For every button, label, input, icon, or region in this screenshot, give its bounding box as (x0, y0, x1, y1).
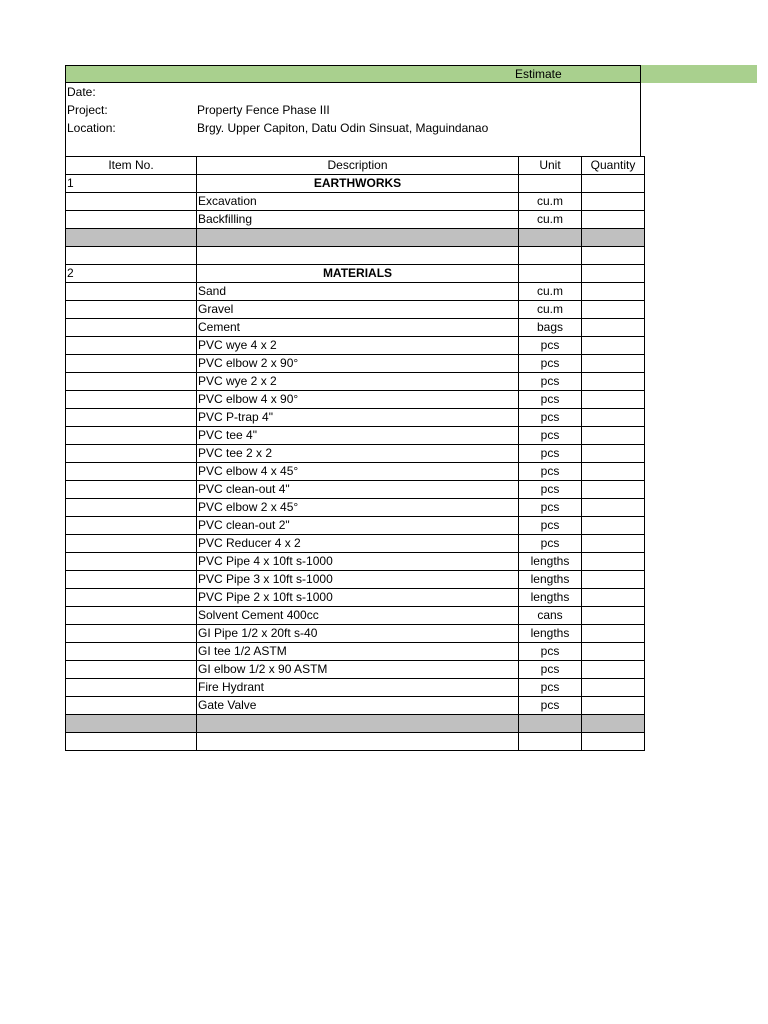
column-header-item-no: Item No. (66, 157, 197, 175)
cell-description: GI tee 1/2 ASTM (197, 643, 519, 661)
table-row (66, 463, 645, 481)
cell-item-no (66, 625, 197, 643)
cell-quantity (582, 265, 645, 283)
cell-item-no: 1 (66, 175, 197, 193)
cell-quantity (582, 715, 645, 733)
table-row (66, 553, 645, 571)
cell-unit: lengths (519, 553, 582, 571)
title-bar-extension (641, 65, 757, 83)
cell-item-no (66, 499, 197, 517)
cell-item-no (66, 319, 197, 337)
table-row (66, 481, 645, 499)
cell-item-no (66, 355, 197, 373)
cell-item-no (66, 463, 197, 481)
table-row (66, 499, 645, 517)
cell-description: PVC tee 4" (197, 427, 519, 445)
table-row (66, 517, 645, 535)
cell-unit: pcs (519, 499, 582, 517)
cell-description: Solvent Cement 400cc (197, 607, 519, 625)
cell-item-no (66, 535, 197, 553)
cell-description: PVC Pipe 3 x 10ft s-1000 (197, 571, 519, 589)
table-header-row (66, 157, 645, 175)
cell-unit (519, 247, 582, 265)
cell-description: PVC wye 2 x 2 (197, 373, 519, 391)
cell-item-no (66, 301, 197, 319)
location-value: Brgy. Upper Capiton, Datu Odin Sinsuat, Maguindanao (197, 121, 489, 135)
cell-item-no (66, 283, 197, 301)
section-row (66, 265, 645, 283)
cell-item-no (66, 643, 197, 661)
cell-description (197, 247, 519, 265)
cell-unit: cu.m (519, 283, 582, 301)
cell-description: PVC clean-out 4" (197, 481, 519, 499)
cell-description: PVC Pipe 2 x 10ft s-1000 (197, 589, 519, 607)
cell-quantity (582, 517, 645, 535)
cell-quantity (582, 229, 645, 247)
table-row (66, 193, 645, 211)
table-row (66, 337, 645, 355)
project-info (65, 83, 641, 156)
table-row (66, 535, 645, 553)
cell-item-no (66, 337, 197, 355)
table-row (66, 283, 645, 301)
cell-quantity (582, 283, 645, 301)
cell-unit (519, 733, 582, 751)
cell-quantity (582, 733, 645, 751)
cell-item-no (66, 229, 197, 247)
cell-quantity (582, 481, 645, 499)
cell-quantity (582, 643, 645, 661)
table-row (66, 355, 645, 373)
cell-unit: cu.m (519, 211, 582, 229)
table-row (66, 301, 645, 319)
table-row (66, 697, 645, 715)
cell-item-no (66, 445, 197, 463)
cell-item-no (66, 661, 197, 679)
cell-description: EARTHWORKS (197, 175, 519, 193)
cell-unit: pcs (519, 373, 582, 391)
cell-quantity (582, 211, 645, 229)
cell-item-no (66, 247, 197, 265)
cell-unit: pcs (519, 517, 582, 535)
cell-unit: pcs (519, 481, 582, 499)
cell-unit (519, 229, 582, 247)
page-title (65, 65, 641, 83)
cell-unit: pcs (519, 679, 582, 697)
project-label: Project: (67, 103, 108, 117)
cell-unit: pcs (519, 697, 582, 715)
cell-quantity (582, 427, 645, 445)
table-row (66, 211, 645, 229)
cell-unit: cu.m (519, 301, 582, 319)
cell-unit: pcs (519, 445, 582, 463)
cell-description: PVC elbow 2 x 90° (197, 355, 519, 373)
cell-description: PVC Reducer 4 x 2 (197, 535, 519, 553)
cell-quantity (582, 697, 645, 715)
cell-quantity (582, 607, 645, 625)
location-row (66, 119, 640, 137)
cell-quantity (582, 553, 645, 571)
cell-description (197, 733, 519, 751)
cell-description: PVC clean-out 2" (197, 517, 519, 535)
column-header-description: Description (197, 157, 519, 175)
title-label: Estimate (515, 67, 562, 81)
cell-item-no (66, 607, 197, 625)
cell-unit: cans (519, 607, 582, 625)
table-row (66, 625, 645, 643)
project-row (66, 101, 640, 119)
cell-quantity (582, 319, 645, 337)
section-row (66, 175, 645, 193)
cell-description: PVC tee 2 x 2 (197, 445, 519, 463)
cell-description: PVC Pipe 4 x 10ft s-1000 (197, 553, 519, 571)
date-row (66, 83, 640, 101)
location-label: Location: (67, 121, 116, 135)
cell-description: Gravel (197, 301, 519, 319)
cell-quantity (582, 499, 645, 517)
cell-unit: pcs (519, 409, 582, 427)
cell-quantity (582, 301, 645, 319)
table-row (66, 643, 645, 661)
cell-quantity (582, 373, 645, 391)
cell-description (197, 715, 519, 733)
project-value: Property Fence Phase III (197, 103, 330, 117)
cell-item-no (66, 211, 197, 229)
cell-unit: lengths (519, 571, 582, 589)
cell-unit: lengths (519, 589, 582, 607)
cell-quantity (582, 247, 645, 265)
cell-item-no (66, 481, 197, 499)
table-row (66, 391, 645, 409)
cell-quantity (582, 391, 645, 409)
cell-unit (519, 265, 582, 283)
cell-description: Fire Hydrant (197, 679, 519, 697)
cell-item-no (66, 715, 197, 733)
cell-unit: pcs (519, 535, 582, 553)
table-row (66, 373, 645, 391)
cell-description: GI Pipe 1/2 x 20ft s-40 (197, 625, 519, 643)
cell-quantity (582, 571, 645, 589)
table-row (66, 409, 645, 427)
cell-quantity (582, 589, 645, 607)
cell-description: Gate Valve (197, 697, 519, 715)
cell-quantity (582, 175, 645, 193)
cell-item-no (66, 553, 197, 571)
table-row (66, 679, 645, 697)
cell-unit: pcs (519, 643, 582, 661)
table-row (66, 319, 645, 337)
cell-quantity (582, 463, 645, 481)
table-row (66, 589, 645, 607)
cell-unit: cu.m (519, 193, 582, 211)
cell-description (197, 229, 519, 247)
cell-description: PVC elbow 2 x 45° (197, 499, 519, 517)
cell-quantity (582, 625, 645, 643)
cell-description: Excavation (197, 193, 519, 211)
cell-item-no (66, 427, 197, 445)
estimate-table (65, 156, 645, 751)
cell-description: MATERIALS (197, 265, 519, 283)
cell-description: PVC wye 4 x 2 (197, 337, 519, 355)
cell-quantity (582, 535, 645, 553)
cell-unit: pcs (519, 661, 582, 679)
cell-item-no (66, 571, 197, 589)
cell-unit: bags (519, 319, 582, 337)
cell-description: Cement (197, 319, 519, 337)
cell-item-no (66, 517, 197, 535)
subtotal-row (66, 229, 645, 247)
cell-item-no (66, 409, 197, 427)
cell-unit: pcs (519, 463, 582, 481)
cell-unit (519, 175, 582, 193)
cell-item-no (66, 193, 197, 211)
cell-quantity (582, 355, 645, 373)
cell-item-no (66, 373, 197, 391)
cell-description: Backfilling (197, 211, 519, 229)
table-row (66, 247, 645, 265)
cell-description: Sand (197, 283, 519, 301)
cell-item-no (66, 391, 197, 409)
cell-quantity (582, 445, 645, 463)
cell-unit: pcs (519, 391, 582, 409)
table-row (66, 427, 645, 445)
cell-item-no (66, 679, 197, 697)
cell-item-no (66, 733, 197, 751)
cell-unit: lengths (519, 625, 582, 643)
cell-quantity (582, 337, 645, 355)
cell-item-no: 2 (66, 265, 197, 283)
cell-quantity (582, 193, 645, 211)
cell-item-no (66, 697, 197, 715)
cell-quantity (582, 679, 645, 697)
cell-description: PVC elbow 4 x 90° (197, 391, 519, 409)
cell-unit: pcs (519, 427, 582, 445)
cell-item-no (66, 589, 197, 607)
cell-quantity (582, 409, 645, 427)
cell-description: PVC P-trap 4" (197, 409, 519, 427)
table-row (66, 445, 645, 463)
table-row (66, 661, 645, 679)
cell-unit: pcs (519, 337, 582, 355)
cell-quantity (582, 661, 645, 679)
subtotal-row (66, 715, 645, 733)
column-header-unit: Unit (519, 157, 582, 175)
table-row (66, 607, 645, 625)
cell-unit: pcs (519, 355, 582, 373)
table-row (66, 571, 645, 589)
table-row (66, 733, 645, 751)
date-label: Date: (67, 85, 96, 99)
column-header-quantity: Quantity (582, 157, 645, 175)
cell-unit (519, 715, 582, 733)
cell-description: PVC elbow 4 x 45° (197, 463, 519, 481)
cell-description: GI elbow 1/2 x 90 ASTM (197, 661, 519, 679)
